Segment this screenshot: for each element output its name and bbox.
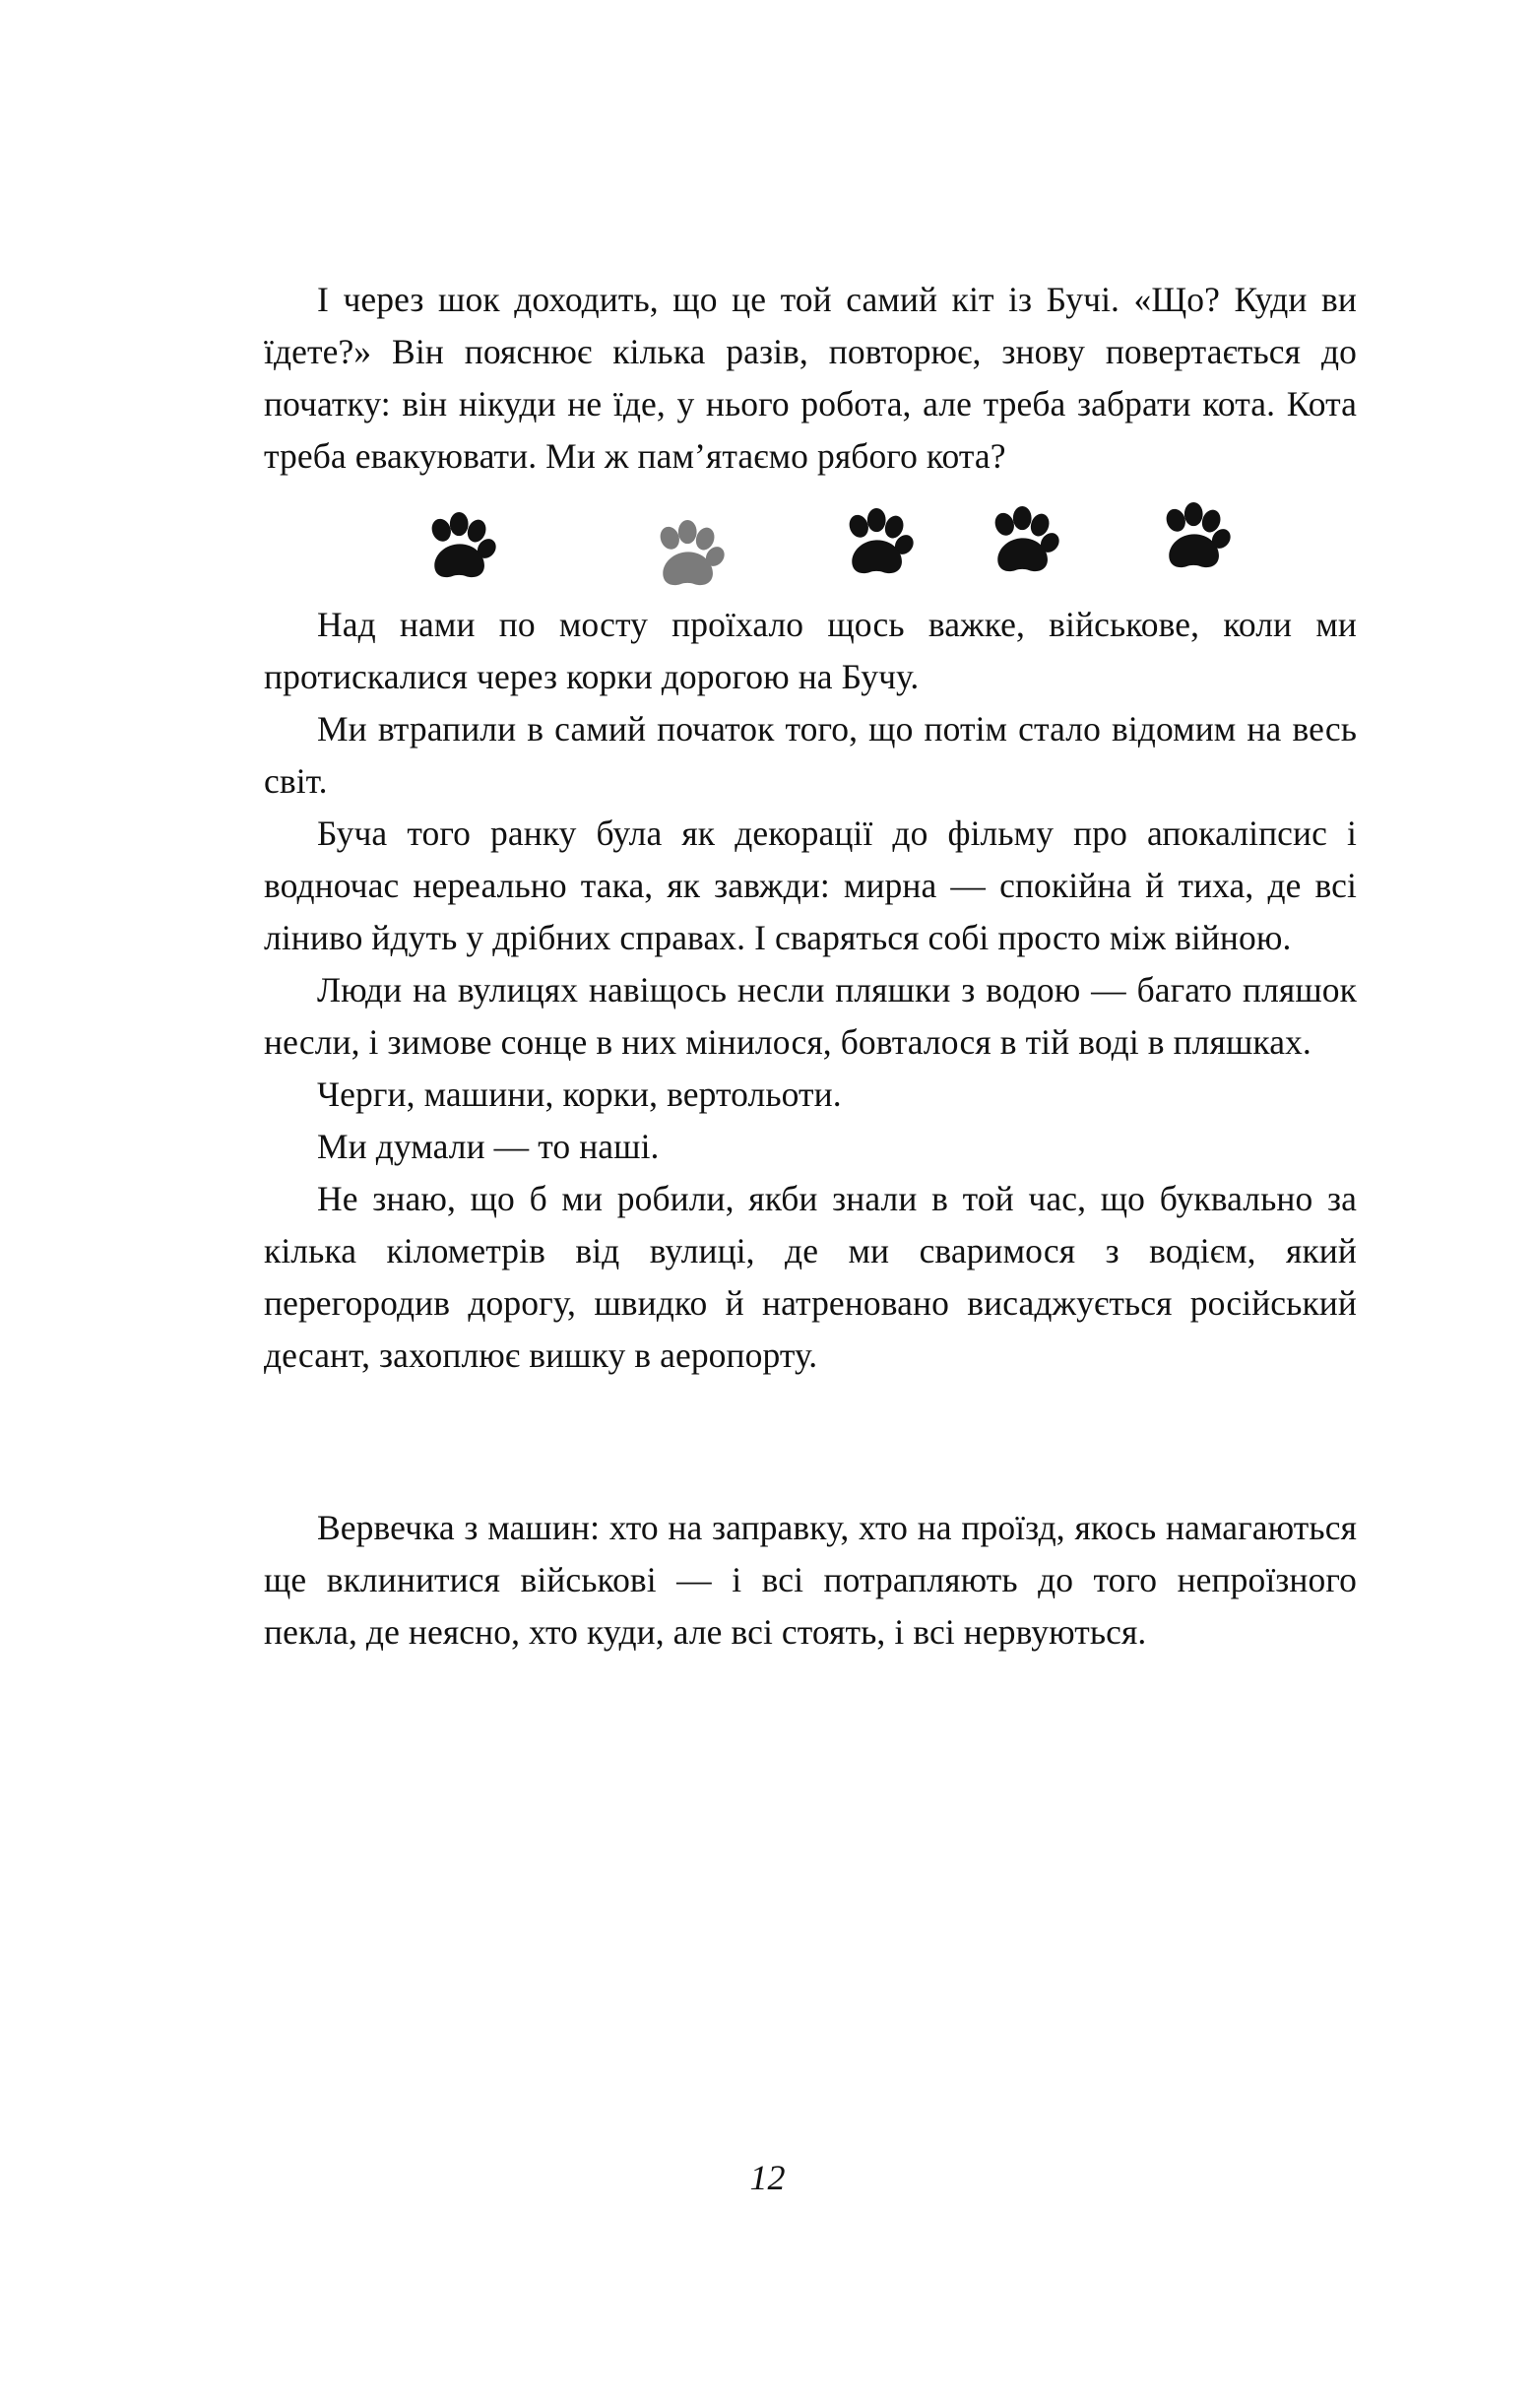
section-gap xyxy=(264,1382,1357,1502)
paragraph: Люди на вулицях навіщось несли пляшки з водою — багато пляшок несли, і зимове сонце в них мінилося, бовталося в тій воді в пляшках. xyxy=(264,970,1357,1062)
paragraph: Буча того ранку була як декорації до фільму про апокаліпсис і водночас нереально така, як завжди: мирна — спокійна й тиха, де всі ліниво йдуть у дрібних справах. І сваряться собі просто між війною. xyxy=(264,814,1357,957)
paw-print-icon xyxy=(1156,500,1233,577)
paragraph: Над нами по мосту проїхало щось важке, військове, коли ми протискалися через корки дорогою на Бучу. xyxy=(264,605,1357,696)
paragraph: Вервечка з машин: хто на заправку, хто на проїзд, якось намагаються ще вклинитися військові — і всі потрапляють до того непроїзного пекла, де неясно, хто куди, але всі стоять, і всі нервуються. xyxy=(264,1508,1357,1652)
paragraph: І через шок доходить, що це той самий кіт із Бучі. «Що? Куди ви їдете?» Він пояснює кілька разів, повторює, знову повертається до початку: він нікуди не їде, у нього робота, але треба забрати кота. Кота треба евакуювати. Ми ж пам’ятаємо рябого кота? xyxy=(264,280,1357,476)
paw-print-icon xyxy=(839,506,916,583)
paragraph: Ми думали — то наші. xyxy=(317,1127,660,1166)
paragraph: Черги, машини, корки, вертольоти. xyxy=(317,1074,842,1114)
paragraph-block-3 xyxy=(264,1502,1357,1659)
paw-print-row xyxy=(264,500,1357,589)
paw-print-divider xyxy=(264,483,1357,599)
page-text-column xyxy=(264,274,1357,1659)
paw-print-icon xyxy=(421,510,498,587)
paragraph-block-1 xyxy=(264,274,1357,483)
paw-print-icon xyxy=(650,518,727,595)
paw-print-icon xyxy=(985,504,1061,581)
page-number: 12 xyxy=(749,2158,786,2197)
paragraph: Не знаю, що б ми робили, якби знали в той час, що буквально за кілька кілометрів від вулиці, де ми сваримося з водієм, який перегородив дорогу, швидко й натреновано висаджується російський десант, захоплює вишку в аеропорту. xyxy=(264,1179,1357,1375)
paragraph: Ми втрапили в самий початок того, що потім стало відомим на весь світ. xyxy=(264,709,1357,801)
paragraph-block-2 xyxy=(264,599,1357,1382)
